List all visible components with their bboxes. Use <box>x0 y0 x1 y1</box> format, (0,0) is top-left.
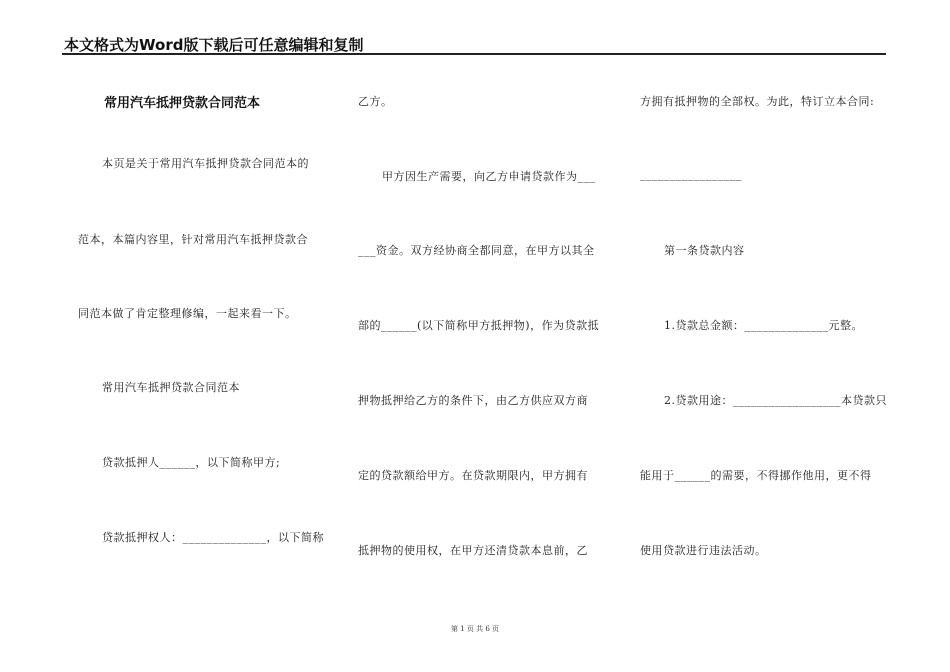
body-line: 本页是关于常用汽车抵押贷款合同范本的 <box>102 157 309 170</box>
blank-line: _________________ <box>640 168 742 181</box>
body-line: 贷款抵押权人：______________，以下简称 <box>102 531 324 544</box>
body-line: 能用于______的需要，不得挪作他用，更不得 <box>640 469 872 482</box>
body-line: 甲方因生产需要，向乙方申请贷款作为___ <box>382 170 596 183</box>
body-line: 部的______(以下简称甲方抵押物)，作为贷款抵 <box>358 319 600 332</box>
body-line: 2.贷款用途：__________________本贷款只 <box>664 394 887 407</box>
body-line: 抵押物的使用权，在甲方还清贷款本息前，乙 <box>358 544 588 557</box>
body-line: 范本，本篇内容里，针对常用汽车抵押贷款合 <box>78 233 308 246</box>
body-line: 方拥有抵押物的全部权。为此，特订立本合同: <box>640 95 875 108</box>
body-line: 贷款抵押人______，以下简称甲方; <box>102 456 281 469</box>
body-line: 乙方。 <box>358 95 393 108</box>
body-line: 押物抵押给乙方的条件下，由乙方供应双方商 <box>358 394 588 407</box>
document-title: 常用汽车抵押贷款合同范本 <box>104 96 261 111</box>
body-line: 定的贷款额给甲方。在贷款期限内，甲方拥有 <box>358 469 588 482</box>
clause-heading: 第一条贷款内容 <box>664 244 745 257</box>
section-heading: 常用汽车抵押贷款合同范本 <box>102 381 240 394</box>
body-line: 1.贷款总金额：______________元整。 <box>664 319 863 332</box>
body-line: 同范本做了肯定整理修编，一起来看一下。 <box>78 307 297 320</box>
document-header-title: 本文格式为Word版下载后可任意编辑和复制 <box>64 36 364 54</box>
body-line: ___资金。双方经协商全都同意，在甲方以其全 <box>358 244 595 257</box>
body-line: 使用贷款进行违法活动。 <box>640 544 767 557</box>
header-divider <box>62 53 886 55</box>
page-number: 第 1 页 共 6 页 <box>450 625 500 633</box>
